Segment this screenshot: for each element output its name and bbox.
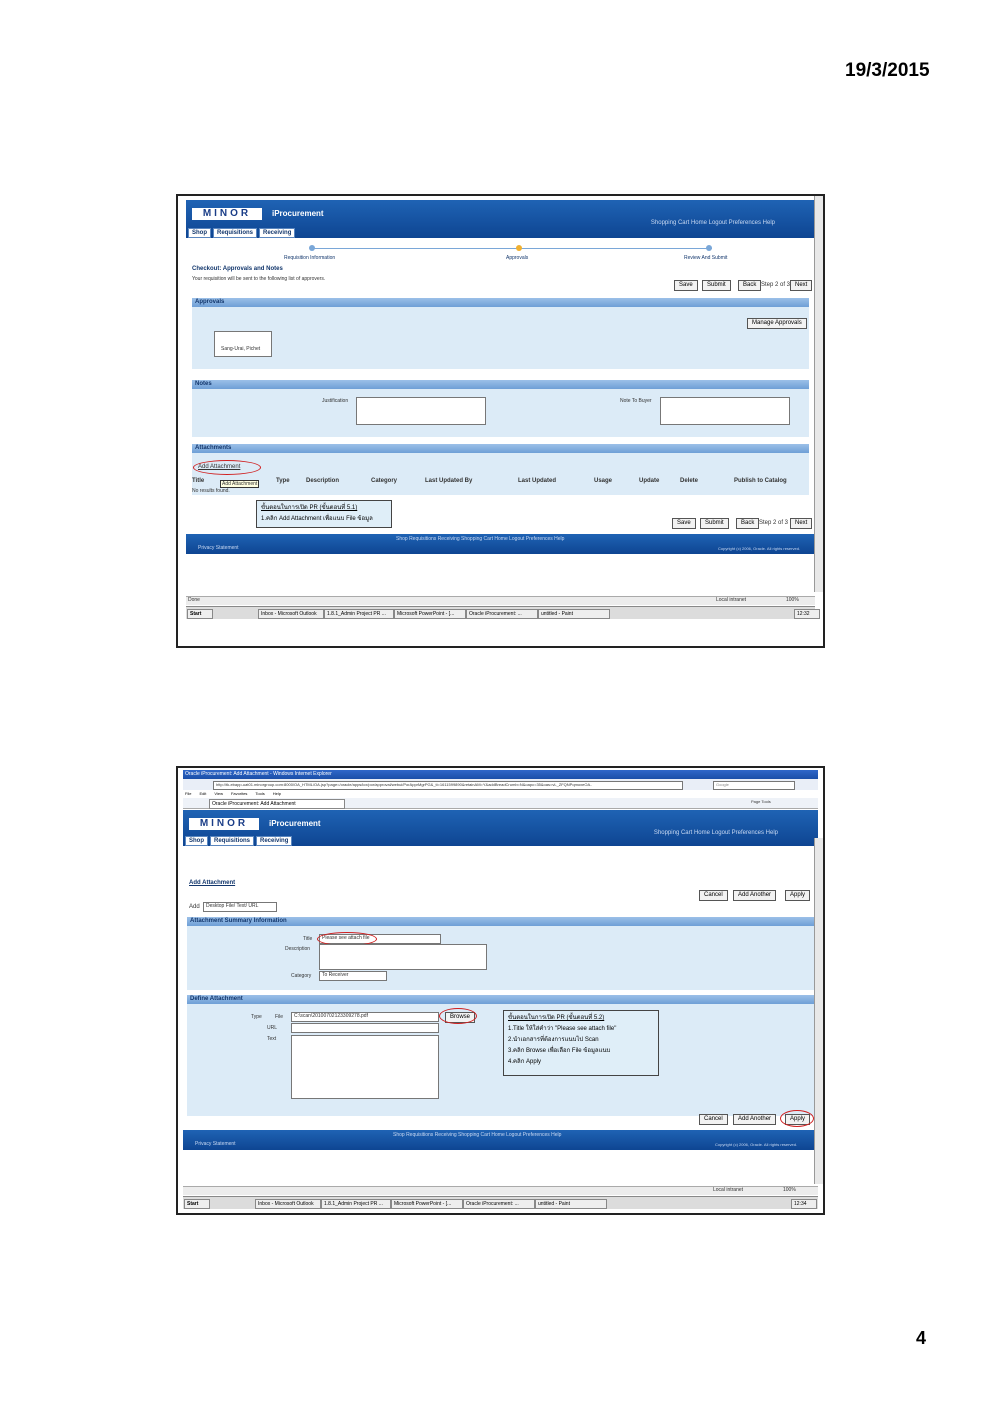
- page-description: Your requisition will be sent to the following list of approvers.: [192, 276, 326, 282]
- attachments-panel: [192, 453, 809, 495]
- note-to-buyer-input[interactable]: [660, 397, 790, 425]
- manage-approvals-button[interactable]: Manage Approvals: [747, 318, 807, 329]
- privacy-link[interactable]: Privacy Statement: [198, 545, 239, 551]
- train-label-2: Approvals: [506, 255, 529, 261]
- page-tools[interactable]: Page Tools: [751, 799, 771, 804]
- page-title: Checkout: Approvals and Notes: [192, 266, 283, 272]
- column-title: Title: [192, 478, 205, 484]
- category-select[interactable]: [319, 971, 387, 981]
- browse-highlight-oval: [439, 1008, 477, 1024]
- status-bar: [186, 596, 815, 605]
- train-label-3: Review And Submit: [684, 255, 728, 261]
- tooltip: Add Attachment: [222, 481, 258, 487]
- train-step-3: [706, 245, 712, 251]
- train-label-1: Requisition Information: [284, 255, 336, 261]
- task-outlook[interactable]: Inbox - Microsoft Outlook: [258, 609, 324, 619]
- tab-shop[interactable]: Shop: [185, 836, 208, 846]
- tab-requisitions[interactable]: Requisitions: [213, 228, 257, 238]
- window-title: Oracle iProcurement: Add Attachment - Windows Internet Explorer: [185, 771, 332, 777]
- column-last-updated-by: Last Updated By: [425, 478, 473, 484]
- app-banner: [186, 200, 815, 238]
- menu-help[interactable]: Help: [272, 791, 281, 796]
- search-placeholder: Google: [716, 782, 729, 787]
- apply-button[interactable]: Apply: [785, 890, 810, 901]
- task-paint[interactable]: untitled - Paint: [538, 609, 610, 619]
- highlight-oval: [193, 460, 261, 475]
- copyright: Copyright (c) 2006, Oracle. All rights reserved.: [718, 546, 801, 551]
- footer-links[interactable]: Shop Requisitions Receiving Shopping Cart Home Logout Preferences Help: [393, 1132, 562, 1138]
- add-label: Add: [189, 904, 200, 910]
- scrollbar[interactable]: [814, 838, 823, 1184]
- app-banner: [183, 810, 818, 846]
- taskbar: [186, 606, 815, 619]
- start-button[interactable]: Start: [184, 1199, 210, 1209]
- column-update: Update: [639, 478, 660, 484]
- address-bar[interactable]: [213, 781, 683, 790]
- tab-receiving[interactable]: Receiving: [256, 836, 292, 846]
- next-button-bottom[interactable]: Next: [790, 518, 812, 529]
- menu-file[interactable]: File: [185, 791, 192, 796]
- define-header: Define Attachment: [187, 995, 814, 1004]
- status-zone: Local intranet: [713, 1187, 744, 1193]
- callout-step-1: 1.Title ให้ใส่คำว่า "Please see attach file": [508, 1026, 617, 1032]
- status-done: Done: [188, 597, 200, 603]
- page-title: Add Attachment: [189, 880, 236, 886]
- category-value: To Receiver: [322, 972, 349, 978]
- approvals-panel: [192, 307, 809, 369]
- add-type-value: Desktop File/ Text/ URL: [206, 903, 259, 909]
- task-admin-project[interactable]: 1.8.1_Admin Project PR ...: [324, 609, 394, 619]
- url-input[interactable]: [291, 1023, 439, 1033]
- column-publish: Publish to Catalog: [734, 478, 787, 484]
- submit-button[interactable]: Submit: [702, 280, 731, 291]
- minor-logo: MINOR: [192, 208, 262, 220]
- description-label: Description: [285, 946, 311, 952]
- task-iprocurement[interactable]: Oracle iProcurement: ...: [466, 609, 538, 619]
- column-description: Description: [306, 478, 340, 484]
- train-step-2: [516, 245, 522, 251]
- tab-row: [183, 798, 818, 809]
- cancel-button[interactable]: Cancel: [699, 890, 728, 901]
- add-type-select[interactable]: [203, 902, 277, 912]
- tab-receiving[interactable]: Receiving: [259, 228, 295, 238]
- zoom-level[interactable]: 100%: [786, 597, 799, 603]
- justification-label: Justification: [322, 398, 349, 404]
- cancel-button-bottom[interactable]: Cancel: [699, 1114, 728, 1125]
- column-usage: Usage: [594, 478, 613, 484]
- apply-highlight-oval: [780, 1110, 814, 1127]
- step-indicator: Step 2 of 3: [761, 282, 791, 288]
- task-admin-project[interactable]: 1.8.1_Admin Project PR ...: [321, 1199, 391, 1209]
- menu-view[interactable]: View: [214, 791, 223, 796]
- app-name: iProcurement: [272, 209, 324, 218]
- define-panel: [187, 1004, 814, 1116]
- screenshot-checkout-approvals: [176, 194, 825, 648]
- instruction-callout: [503, 1010, 659, 1076]
- summary-panel: [187, 926, 814, 990]
- copyright: Copyright (c) 2006, Oracle. All rights reserved.: [715, 1142, 798, 1147]
- submit-button-bottom[interactable]: Submit: [700, 518, 729, 529]
- back-button-bottom[interactable]: Back: [736, 518, 759, 529]
- callout-step-1: 1.คลิก Add Attachment เพื่อแนบ File ข้อมูล: [261, 516, 373, 522]
- global-links[interactable]: Shopping Cart Home Logout Preferences Help: [650, 220, 775, 226]
- browser-tab[interactable]: Oracle iProcurement: Add Attachment: [209, 799, 345, 809]
- start-button[interactable]: Start: [187, 609, 213, 619]
- add-another-button-bottom[interactable]: Add Another: [733, 1114, 776, 1125]
- callout-title: ขั้นตอนในการเปิด PR (ขั้นตอนที่ 5.2): [508, 1015, 605, 1021]
- browse-button[interactable]: Browse: [445, 1012, 475, 1023]
- callout-step-2: 2.นำเอกสารที่ต้องการแนบไป Scan: [508, 1037, 599, 1043]
- scrollbar[interactable]: [814, 196, 823, 592]
- column-category: Category: [371, 478, 398, 484]
- file-path-value: C:\scan\20100702123309278.pdf: [294, 1013, 368, 1019]
- address-row: [183, 779, 818, 790]
- screenshot-add-attachment: [176, 766, 825, 1215]
- train-line: [312, 248, 712, 249]
- tab-requisitions[interactable]: Requisitions: [210, 836, 254, 846]
- status-bar: [183, 1186, 818, 1195]
- search-box[interactable]: [713, 781, 795, 790]
- note-to-buyer-label: Note To Buyer: [620, 398, 652, 404]
- step-indicator-bottom: Step 2 of 3: [759, 520, 789, 526]
- column-delete: Delete: [680, 478, 699, 484]
- zoom-level[interactable]: 100%: [783, 1187, 796, 1193]
- tab-bar: [188, 228, 295, 238]
- tab-bar: [185, 836, 292, 846]
- page-number: 4: [916, 1328, 927, 1348]
- save-button-bottom[interactable]: Save: [672, 518, 696, 529]
- type-url-radio[interactable]: URL: [267, 1025, 278, 1031]
- instruction-callout: [256, 500, 392, 528]
- task-iprocurement[interactable]: Oracle iProcurement: ...: [463, 1199, 535, 1209]
- no-results-text: No results found.: [192, 488, 230, 494]
- column-last-updated: Last Updated: [518, 478, 557, 484]
- clock: 12:32: [794, 609, 820, 619]
- callout-step-3: 3.คลิก Browse เพื่อเลือก File ข้อมูลแนบ: [508, 1048, 611, 1054]
- file-path-input[interactable]: [291, 1012, 439, 1022]
- save-button[interactable]: Save: [674, 280, 698, 291]
- notes-header: Notes: [192, 380, 809, 389]
- title-label: Title: [303, 936, 313, 942]
- global-links[interactable]: Shopping Cart Home Logout Preferences Help: [653, 830, 778, 836]
- attachments-header: Attachments: [192, 444, 809, 453]
- menu-tools[interactable]: Tools: [255, 791, 265, 796]
- page-date: 19/3/2015: [845, 60, 930, 81]
- callout-title: ขั้นตอนในการเปิด PR (ขั้นตอนที่ 5.1): [261, 505, 358, 511]
- next-button[interactable]: Next: [790, 280, 812, 291]
- type-label: Type: [251, 1014, 262, 1020]
- footer-links[interactable]: Shop Requisitions Receiving Shopping Cart Home Logout Preferences Help: [396, 536, 565, 542]
- task-outlook[interactable]: Inbox - Microsoft Outlook: [255, 1199, 321, 1209]
- tab-shop[interactable]: Shop: [188, 228, 211, 238]
- summary-header: Attachment Summary Information: [187, 917, 814, 926]
- menu-bar: [183, 791, 818, 798]
- task-powerpoint[interactable]: Microsoft PowerPoint - [...: [391, 1199, 463, 1209]
- callout-step-4: 4.คลิก Apply: [508, 1059, 542, 1065]
- add-another-button[interactable]: Add Another: [733, 890, 776, 901]
- category-label: Category: [291, 973, 312, 979]
- address-text: http://tk-ebapp-uat01.minorgroup.com:8000/OA_HTML/OA.jsp?page=/oracle/apps/icx/por/approval/webui/PorApprMgrPG&_ti=1611599890&retainAM=Y&addBreadCrumb=N&oapc=35&oas=vL_ZFQNPqmoxeOA..: [216, 782, 593, 787]
- privacy-link[interactable]: Privacy Statement: [195, 1141, 236, 1147]
- page-footer: [186, 534, 815, 554]
- type-text-radio[interactable]: Text: [267, 1036, 277, 1042]
- type-file-radio[interactable]: File: [275, 1014, 284, 1020]
- add-attachment-button[interactable]: Add Attachment: [198, 464, 241, 470]
- title-value: Please see attach file: [322, 935, 370, 941]
- app-name: iProcurement: [269, 819, 321, 828]
- apply-button-bottom[interactable]: Apply: [785, 1114, 810, 1125]
- approvals-header: Approvals: [192, 298, 809, 307]
- train-step-1[interactable]: [309, 245, 315, 251]
- approver-box[interactable]: [214, 331, 272, 357]
- text-input[interactable]: [291, 1035, 439, 1099]
- status-zone: Local intranet: [716, 597, 747, 603]
- title-bar: [183, 770, 818, 779]
- task-powerpoint[interactable]: Microsoft PowerPoint - [...: [394, 609, 466, 619]
- minor-logo: MINOR: [189, 818, 259, 830]
- menu-favorites[interactable]: Favorites: [230, 791, 248, 796]
- back-button[interactable]: Back: [738, 280, 761, 291]
- column-type: Type: [276, 478, 290, 484]
- clock: 12:34: [791, 1199, 817, 1209]
- page-footer: [183, 1130, 818, 1150]
- task-paint[interactable]: untitled - Paint: [535, 1199, 607, 1209]
- approver-name: Sang-Urai, Pichet: [221, 346, 261, 352]
- menu-edit[interactable]: Edit: [199, 791, 207, 796]
- taskbar: [183, 1196, 818, 1209]
- description-input[interactable]: [319, 944, 487, 970]
- justification-input[interactable]: [356, 397, 486, 425]
